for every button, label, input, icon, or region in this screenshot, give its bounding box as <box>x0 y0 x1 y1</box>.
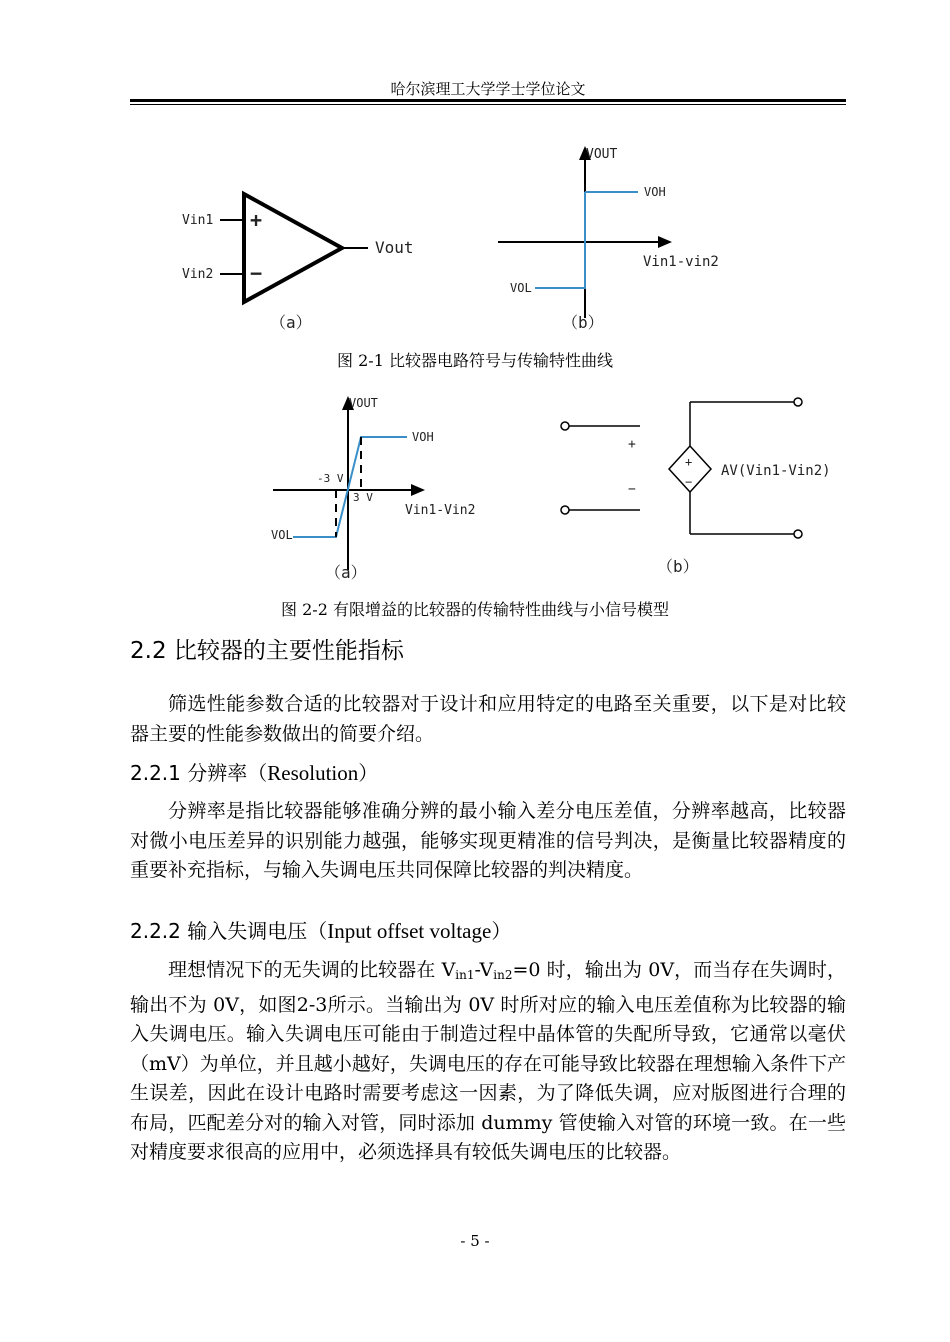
figure-2-2-caption: 图 2-2 有限增益的比较器的传输特性曲线与小信号模型 <box>281 600 669 619</box>
minus-sign: − <box>250 261 263 285</box>
section-2-2-1-body: 分辨率是指比较器能够准确分辨的最小输入差分电压差值，分辨率越高，比较器对微小电压差异的识别能力越强，能够实现更精准的信号判决，是衡量比较器精度的重要补充指标，与输入失调电压共同保障比较器的判决精度。 <box>130 800 846 881</box>
x-axis-label: Vin1-vin2 <box>643 254 719 270</box>
vout-label: Vout <box>375 238 414 257</box>
output-terminal-bottom <box>794 530 802 538</box>
fig2-1b-transfer-curve <box>490 140 750 340</box>
x-arrow <box>658 236 672 248</box>
panel-b-label: （b） <box>657 557 699 576</box>
panel-b-label: （b） <box>562 313 604 332</box>
vol-label: VOL <box>510 281 532 295</box>
vin1-label: Vin1 <box>182 213 214 228</box>
source-plus: + <box>685 455 693 469</box>
header-rule-thin <box>130 104 846 105</box>
fig2-2b-small-signal-model <box>555 390 845 590</box>
input-terminal-bottom <box>561 506 569 514</box>
x-arrow <box>411 484 425 496</box>
x-axis-label: Vin1-Vin2 <box>405 503 476 518</box>
neg-3v-label: -3 V <box>317 472 344 485</box>
finite-gain-curve <box>293 437 407 537</box>
figure-2-1-caption: 图 2-1 比较器电路符号与传输特性曲线 <box>337 351 613 370</box>
fig2-1a-comparator-symbol <box>170 180 440 340</box>
voh-label: VOH <box>644 185 666 199</box>
voh-label: VOH <box>412 430 434 444</box>
pos-3v-label: 3 V <box>353 491 373 504</box>
vout-axis-label: VOUT <box>586 147 618 162</box>
page-number: - 5 - <box>460 1232 490 1250</box>
section-2-2-2-heading: 2.2.2 输入失调电压（Input offset voltage） <box>130 919 512 943</box>
input-plus-sign: + <box>628 437 636 452</box>
plus-sign: + <box>250 208 263 232</box>
section-2-2-heading: 2.2 比较器的主要性能指标 <box>130 638 404 664</box>
ideal-curve-low <box>535 192 585 288</box>
fig2-2a-finite-gain-curve <box>265 390 495 590</box>
panel-a-label: （a） <box>325 563 367 582</box>
section-2-2-1-heading: 2.2.1 分辨率（Resolution） <box>130 761 379 785</box>
header-rule-thick <box>130 99 846 102</box>
section-2-2-2-body: 理想情况下的无失调的比较器在 $V_{in1}-V_{in2}=0$ 时，输出为 0V，而当存在失调时，输出不为 0V，如图2-3所示。当输出为 0V 时所对应的输入电压差值称为比较器的输入失调电压。输入失调电压可能由于制造过程中晶体管的失配所导致，它通常以毫伏（mV）为单位，并且越小越好，失调电压的存在可能导致比较器在理想输入条件下产生误差，因此在设计电路时需要考虑这一因素，为了降低失调，应对版图进行合理的布局，匹配差分对的输入对管，同时添加 dummy 管使输入对管的环境一致。在一些对精度要求很高的应用中，必须选择具有较低失调电压的比较器。 <box>130 959 846 1163</box>
panel-a-label: （a） <box>270 313 312 332</box>
vin2-label: Vin2 <box>182 267 214 282</box>
source-minus: − <box>685 475 693 489</box>
input-minus-sign: − <box>628 482 636 497</box>
source-label: AV(Vin1-Vin2) <box>721 463 831 479</box>
section-2-2-intro: 筛选性能参数合适的比较器对于设计和应用特定的电路至关重要，以下是对比较器主要的性能参数做出的简要介绍。 <box>130 693 846 745</box>
output-terminal-top <box>794 398 802 406</box>
input-terminal-top <box>561 422 569 430</box>
vol-label: VOL <box>271 528 293 542</box>
page-header: 哈尔滨理工大学学士学位论文 <box>390 80 586 98</box>
vout-axis-label: VOUT <box>349 396 378 410</box>
